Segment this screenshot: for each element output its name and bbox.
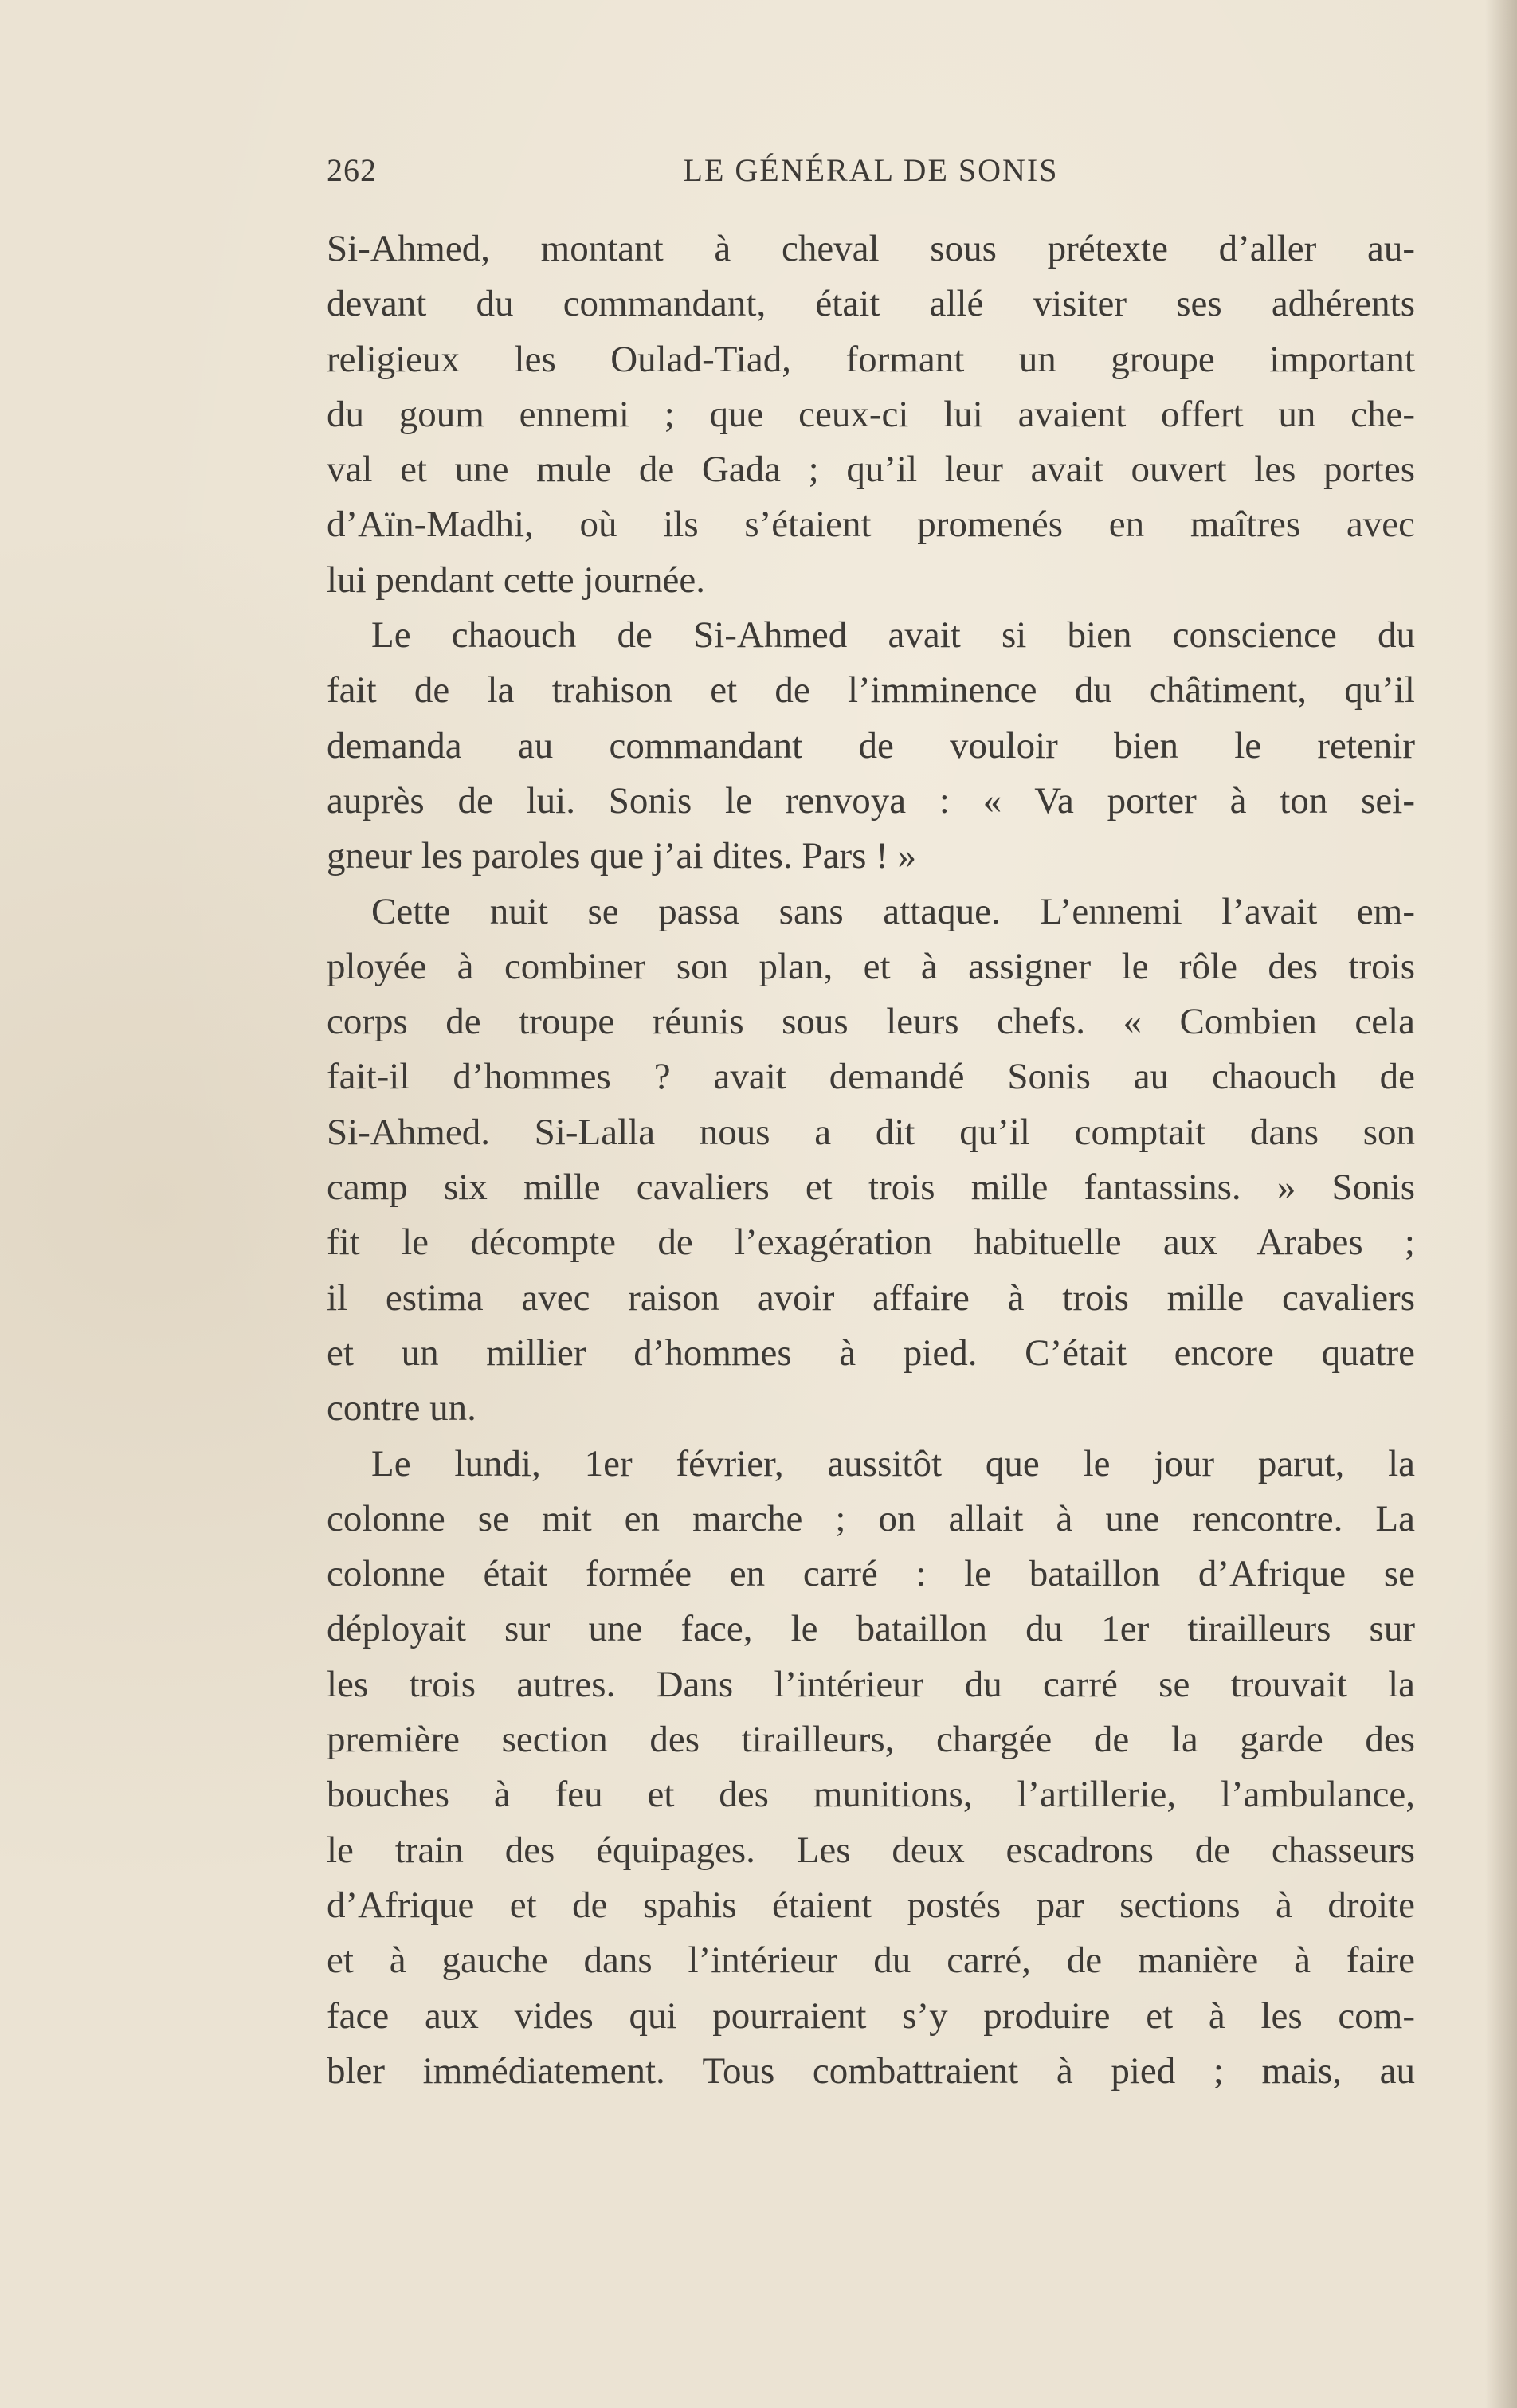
text-line: bler immédiatement. Tous combattraient à pied ; mais, au bbox=[327, 2049, 1415, 2092]
body-text bbox=[327, 222, 1415, 2099]
text-line: du goum ennemi ; que ceux-ci lui avaient offert un che- bbox=[327, 393, 1415, 435]
text-line: d’Afrique et de spahis étaient postés par sections à droite bbox=[327, 1884, 1415, 1926]
text-line: et à gauche dans l’intérieur du carré, de manière à faire bbox=[327, 1939, 1415, 1982]
text-line: colonne se mit en marche ; on allait à une rencontre. La bbox=[327, 1497, 1415, 1539]
text-line: colonne était formée en carré : le bataillon d’Afrique se bbox=[327, 1553, 1415, 1595]
text-line: lui pendant cette journée. bbox=[327, 559, 706, 601]
text-line: fait-il d’hommes ? avait demandé Sonis au chaouch de bbox=[327, 1056, 1415, 1098]
text-line: le train des équipages. Les deux escadrons de chasseurs bbox=[327, 1829, 1415, 1871]
text-line: Le chaouch de Si-Ahmed avait si bien conscience du bbox=[371, 614, 1415, 657]
text-line: d’Aïn-Madhi, où ils s’étaient promenés en maîtres avec bbox=[327, 504, 1415, 546]
text-line: Cette nuit se passa sans attaque. L’ennemi l’avait em- bbox=[371, 890, 1415, 932]
text-line: Le lundi, 1er février, aussitôt que le jour parut, la bbox=[371, 1442, 1415, 1484]
text-line: et un millier d’hommes à pied. C’était encore quatre bbox=[327, 1331, 1415, 1374]
page-number: 262 bbox=[327, 152, 377, 188]
text-line: religieux les Oulad-Tiad, formant un groupe important bbox=[327, 338, 1415, 380]
page-edge-shadow bbox=[1485, 0, 1517, 2408]
text-line: devant du commandant, était allé visiter ses adhérents bbox=[327, 283, 1415, 325]
text-line: contre un. bbox=[327, 1387, 476, 1430]
running-title: LE GÉNÉRAL DE SONIS bbox=[683, 152, 1059, 188]
page-header bbox=[327, 151, 1415, 199]
text-line: ployée à combiner son plan, et à assigner le rôle des trois bbox=[327, 945, 1415, 987]
text-line: première section des tirailleurs, chargée de la garde des bbox=[327, 1719, 1415, 1761]
text-line: auprès de lui. Sonis le renvoya : « Va porter à ton sei- bbox=[327, 779, 1415, 822]
text-line: fit le décompte de l’exagération habituelle aux Arabes ; bbox=[327, 1222, 1415, 1264]
text-line: camp six mille cavaliers et trois mille fantassins. » Sonis bbox=[327, 1167, 1415, 1209]
text-line: bouches à feu et des munitions, l’artillerie, l’ambulance, bbox=[327, 1774, 1415, 1816]
text-line: corps de troupe réunis sous leurs chefs. « Combien cela bbox=[327, 1001, 1415, 1043]
text-line: demanda au commandant de vouloir bien le retenir bbox=[327, 724, 1415, 767]
text-line: gneur les paroles que j’ai dites. Pars ! » bbox=[327, 835, 917, 877]
text-line: Si-Ahmed. Si-Lalla nous a dit qu’il comptait dans son bbox=[327, 1111, 1415, 1153]
text-line: face aux vides qui pourraient s’y produire et à les com- bbox=[327, 1994, 1415, 2037]
text-line: les trois autres. Dans l’intérieur du carré se trouvait la bbox=[327, 1663, 1415, 1705]
text-line: Si-Ahmed, montant à cheval sous prétexte d’aller au- bbox=[327, 228, 1415, 269]
text-line: fait de la trahison et de l’imminence du châtiment, qu’il bbox=[327, 669, 1415, 712]
text-line: il estima avec raison avoir affaire à trois mille cavaliers bbox=[327, 1277, 1415, 1319]
text-line: déployait sur une face, le bataillon du 1er tirailleurs sur bbox=[327, 1608, 1415, 1650]
text-line: val et une mule de Gada ; qu’il leur avait ouvert les portes bbox=[327, 449, 1415, 491]
